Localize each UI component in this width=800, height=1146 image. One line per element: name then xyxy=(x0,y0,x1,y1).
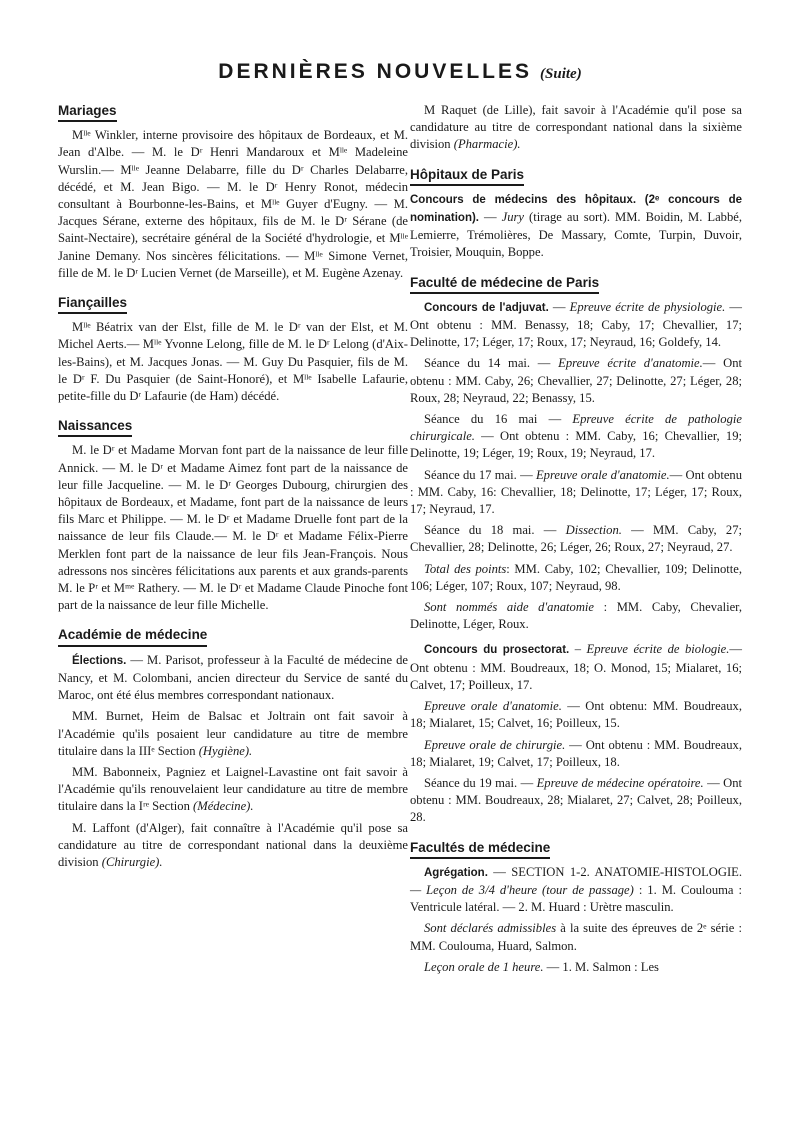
title-suite: (Suite) xyxy=(540,66,582,82)
aide-anatomie: Sont nommés aide d'anatomie : MM. Caby, Chevalier, Delinotte, Léger, Roux. xyxy=(410,600,743,632)
heading-facultes: Facultés de médecine xyxy=(410,839,550,859)
section-mariages xyxy=(58,102,408,282)
seance-18: Séance du 18 mai. — Dissection. — MM. Caby, 27; Chevallier, 28; Delinotte, 26; Léger, 26; Roux, 27; Neyraud, 27. xyxy=(410,523,742,555)
hopitaux-text: Concours de médecins des hôpitaux. (2ᵉ concours de nomination). — Jury (tirage au sort). MM. Boidin, M. Labbé, Lemierre, Trémolières, De Massary, Comte, Turpin, Duvoir, Troisier, Mouquin, Boppe. xyxy=(410,193,743,260)
section-raquet xyxy=(410,102,742,154)
total-points: Total des points: MM. Caby, 102; Chevallier, 109; Delinotte, 106; Léger, 107; Roux, 107; Neyraud, 98. xyxy=(410,561,742,593)
academie-babonneix: MM. Babonneix, Pagniez et Laignel-Lavastine ont fait savoir à l'Académie qu'ils renouvelaient leur candidature au titre de membre titulaire dans la Iʳᵉ Section (Médecine). xyxy=(58,764,408,814)
academie-laffont: M. Laffont (d'Alger), fait connaître à l'Académie qu'il pose sa candidature au titre de correspondant national dans la deuxième division (Chirurgie). xyxy=(58,820,408,869)
section-academie xyxy=(58,626,408,871)
mariages-text: Mˡˡᵉ Winkler, interne provisoire des hôpitaux de Bordeaux, et M. Jean d'Albe. — M. le Dʳ Henri Mandaroux et Mˡˡᵉ Madeleine Wurslin.— Mˡˡᵉ Jeanne Delabarre, fille du Dʳ Charles Delabarre, décédé, et M. Jean Bigo. — M. le Dʳ Henry Ronot, médecin consultant à Bourbonne-les-Bains, et Mˡˡᵉ Guyer d'Eugny. — M. Jacques Sérane, externe des hôpitaux, fils de M. le Dʳ Sérane (de Saint-Nectaire), secrétaire général de la Société d'hydrologie, et Mˡˡᵉ Janine Demany. Nos sincères félicitations. — Mˡˡᵉ Simone Vernet, fille de M. le Dʳ Lucien Vernet (de Marseille), et M. Eugène Azenay. xyxy=(58,128,408,280)
seance-16: Séance du 16 mai — Epreuve écrite de pathologie chirurgicale. — Ont obtenu : MM. Caby, 16; Chevallier, 19; Delinotte, 19; Léger, 19; Roux, 19; Neyraud, 17. xyxy=(410,412,742,461)
orale-chirurgie: Epreuve orale de chirurgie. — Ont obtenu : MM. Boudreaux, 18; Mialaret, 19; Calvet, 17; Poilleux, 18. xyxy=(410,737,742,769)
heading-hopitaux: Hôpitaux de Paris xyxy=(410,166,524,186)
seance-14: Séance du 14 mai. — Epreuve écrite d'anatomie.— Ont obtenu : MM. Caby, 26; Chevallier, 27; Delinotte, 27; Léger, 28; Roux, 28; Neyraud, 22; Benassy, 15. xyxy=(410,356,742,405)
title-text: DERNIÈRES NOUVELLES xyxy=(218,60,533,83)
raquet-text: M Raquet (de Lille), fait savoir à l'Académie qu'il pose sa candidature au titre de correspondant national dans la sixième division (Pharmacie). xyxy=(410,103,742,152)
page-title xyxy=(0,60,800,84)
agregation-text: Agrégation. — SECTION 1-2. ANATOMIE-HISTOLOGIE. — Leçon de 3/4 d'heure (tour de passage) : 1. M. Coulouma : Ventricule latéral. — 2. M. Huard : Urètre masculin. xyxy=(410,864,742,915)
section-naissances xyxy=(58,417,408,614)
adjuvat-text: Concours de l'adjuvat. — Epreuve écrite de physiologie. — Ont obtenu : MM. Benassy, 18; Caby, 17; Chevallier, 17; Delinotte, 17; Léger, 17; Roux, 17; Neyraud, 16; Goldefy, 14. xyxy=(410,299,742,350)
academie-burnet: MM. Burnet, Heim de Balsac et Joltrain ont fait savoir à l'Académie qu'ils posaient leur candidature au titre de membre titulaire dans la IIIᵉ Section (Hygiène). xyxy=(58,709,408,758)
section-faculte-paris xyxy=(410,274,742,827)
left-column xyxy=(58,102,408,883)
fiancailles-text: Mˡˡᵉ Béatrix van der Elst, fille de M. le Dʳ van der Elst, et M. Michel Aerts.— Mˡˡᵉ Yvonne Lelong, fille de M. le Dʳ Lelong (d'Aix-les-Bains), et M. Jacques Jonas. — M. Guy Du Pasquier, fils de M. le Dʳ F. Du Pasquier (de Saint-Honoré), et Mˡˡᵉ Isabelle Lafaurie, petite-fille du Dʳ Lafaurie (de Ham) décédé. xyxy=(58,320,408,404)
academie-elections: Élections. — M. Parisot, professeur à la Faculté de médecine de Nancy, et M. Colombani, ancien directeur du Service de santé du Maroc, ont été élus membres correspondant nationaux. xyxy=(58,652,408,703)
right-column xyxy=(410,102,742,988)
heading-mariages: Mariages xyxy=(58,102,117,122)
section-fiancailles xyxy=(58,294,408,405)
section-hopitaux xyxy=(410,166,742,262)
section-facultes xyxy=(410,839,742,976)
heading-academie: Académie de médecine xyxy=(58,626,207,646)
prosectorat-text: Concours du prosectorat. – Epreuve écrite de biologie.— Ont obtenu : MM. Boudreaux, 18; O. Monod, 15; Mialaret, 16; Calvet, 17; Poilleux, 17. xyxy=(410,642,742,692)
naissances-text: M. le Dʳ et Madame Morvan font part de la naissance de leur fille Annick. — M. le Dʳ et Madame Aimez font part de la naissance de leur fille Jacqueline. — M. le Dʳ Georges Dubourg, chirurgien des hôpitaux de Bordeaux, et Madame, font part de la naissance de leurs fils Marc et Philippe. — M. le Dʳ et Madame Druelle font part de la naissance de leur fils Claude.— M. le Dʳ et Madame Félix-Pierre Merklen font part de la naissance de leur fils Jean-François. Nous adressons nos sincères félicitations aux parents et aux grands-parents M. le Pʳ et Mᵐᵉ Rathery. — M. le Dʳ et Madame Claude Pinoche font part de la naissance de leur fille Michelle. xyxy=(58,443,408,613)
heading-faculte-paris: Faculté de médecine de Paris xyxy=(410,274,599,294)
seance-17: Séance du 17 mai. — Epreuve orale d'anatomie.— Ont obtenu : MM. Caby, 16: Chevallier, 18; Delinotte, 17; Léger, 17; Roux, 17; Neyraud, 17. xyxy=(410,467,743,517)
lecon-orale-text: Leçon orale de 1 heure. — 1. M. Salmon : Les xyxy=(424,959,659,974)
heading-naissances: Naissances xyxy=(58,417,132,437)
admissibles-text: Sont déclarés admissibles à la suite des épreuves de 2ᵉ série : MM. Coulouma, Huard, Salmon. xyxy=(410,921,742,953)
orale-anatomie: Epreuve orale d'anatomie. — Ont obtenu: MM. Boudreaux, 18; Mialaret, 15; Calvet, 16; Poilleux, 15. xyxy=(410,699,742,731)
heading-fiancailles: Fiançailles xyxy=(58,294,127,314)
seance-19: Séance du 19 mai. — Epreuve de médecine opératoire. — Ont obtenu : MM. Boudreaux, 28; Mialaret, 27; Calvet, 28; Poilleux, 28. xyxy=(410,775,743,825)
